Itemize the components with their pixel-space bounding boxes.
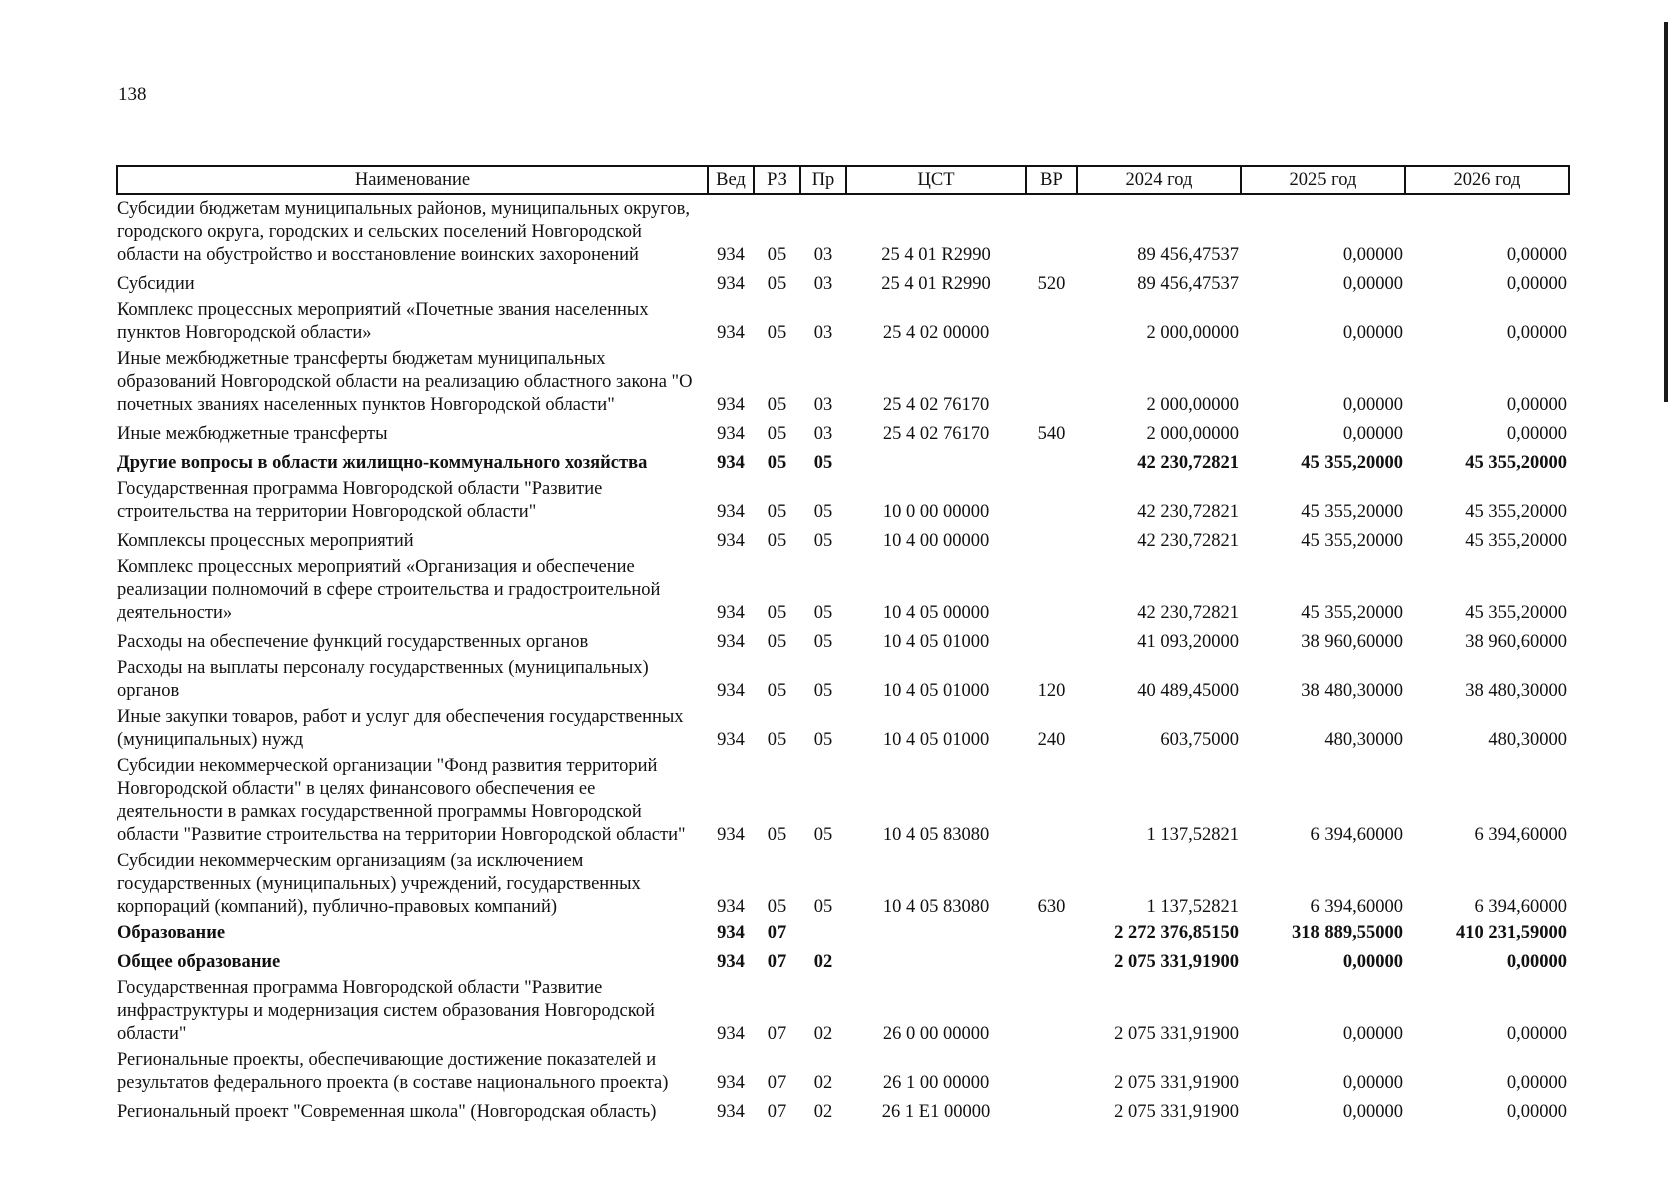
row-cst: 10 4 00 00000 <box>882 531 990 551</box>
row-2024: 42 230,72821 <box>1137 502 1239 522</box>
row-rz: 05 <box>767 632 787 652</box>
row-2025: 6 394,60000 <box>1310 825 1403 845</box>
row-ved: 934 <box>717 730 745 750</box>
row-name: Другие вопросы в области жилищно-коммунального хозяйства <box>117 453 648 473</box>
row-rz: 07 <box>767 923 787 943</box>
row-2024: 2 000,00000 <box>1146 395 1239 415</box>
row-vr <box>1026 553 1077 625</box>
header-pr: Пр <box>800 166 846 194</box>
row-name: Иные закупки товаров, работ и услуг для обеспечения государственных (муниципальных) нужд <box>117 707 684 750</box>
row-ved: 934 <box>717 323 745 343</box>
row-2026: 0,00000 <box>1506 395 1567 415</box>
row-2024: 42 230,72821 <box>1137 531 1239 551</box>
table-row <box>117 847 1569 919</box>
row-cst <box>846 446 1026 475</box>
row-ved: 934 <box>717 395 745 415</box>
row-rz: 05 <box>767 531 787 551</box>
row-2025: 38 960,60000 <box>1301 632 1403 652</box>
row-cst: 25 4 02 76170 <box>882 424 990 444</box>
row-vr <box>1026 752 1077 847</box>
row-2025: 6 394,60000 <box>1310 897 1403 917</box>
row-rz: 05 <box>767 274 787 294</box>
row-rz: 05 <box>767 897 787 917</box>
row-rz: 05 <box>767 825 787 845</box>
row-vr <box>1026 945 1077 974</box>
row-vr: 630 <box>1037 897 1066 917</box>
row-2024: 2 272 376,85150 <box>1114 923 1239 943</box>
row-2024: 89 456,47537 <box>1137 245 1239 265</box>
row-pr: 02 <box>813 1073 833 1093</box>
row-pr: 03 <box>813 274 833 294</box>
row-cst: 10 4 05 83080 <box>882 897 990 917</box>
row-name: Государственная программа Новгородской области "Развитие инфраструктуры и модернизация систем образования Новгородской области" <box>117 978 655 1044</box>
row-vr <box>1026 524 1077 553</box>
row-pr: 02 <box>813 1024 833 1044</box>
row-pr: 05 <box>813 453 833 473</box>
header-row <box>117 166 1569 194</box>
row-name: Образование <box>117 923 226 943</box>
row-2025: 38 480,30000 <box>1301 681 1403 701</box>
header-rz: РЗ <box>754 166 800 194</box>
row-vr <box>1026 194 1077 267</box>
table-row <box>117 553 1569 625</box>
row-rz: 05 <box>767 395 787 415</box>
row-ved: 934 <box>717 502 745 522</box>
row-cst: 10 4 05 01000 <box>882 681 990 701</box>
row-vr <box>1026 625 1077 654</box>
row-rz: 05 <box>767 681 787 701</box>
row-vr <box>1026 919 1077 945</box>
row-vr <box>1026 296 1077 345</box>
row-cst: 10 4 05 01000 <box>882 632 990 652</box>
row-2025: 0,00000 <box>1342 1024 1403 1044</box>
row-ved: 934 <box>717 825 745 845</box>
table-row <box>117 1046 1569 1095</box>
row-rz: 07 <box>767 952 787 972</box>
table-row <box>117 703 1569 752</box>
row-name: Региональный проект "Современная школа" (Новгородская область) <box>117 1102 657 1122</box>
row-name: Субсидии бюджетам муниципальных районов, муниципальных округов, городского округа, городских и сельских поселений Новгородской области на обустройство и восстановление воинских захоронений <box>117 199 690 265</box>
row-cst: 26 1 E1 00000 <box>881 1102 991 1122</box>
row-rz: 05 <box>767 245 787 265</box>
row-2024: 1 137,52821 <box>1146 825 1239 845</box>
row-vr: 520 <box>1037 274 1066 294</box>
row-rz: 05 <box>767 730 787 750</box>
row-pr: 03 <box>813 424 833 444</box>
table-row <box>117 417 1569 446</box>
header-vr: ВР <box>1026 166 1077 194</box>
row-ved: 934 <box>717 424 745 444</box>
row-pr: 05 <box>813 603 833 623</box>
row-2025: 45 355,20000 <box>1301 453 1403 473</box>
row-rz: 05 <box>767 424 787 444</box>
row-ved: 934 <box>717 603 745 623</box>
row-rz: 05 <box>767 323 787 343</box>
row-2024: 2 000,00000 <box>1146 424 1239 444</box>
header-cst: ЦСТ <box>846 166 1026 194</box>
row-2026: 6 394,60000 <box>1474 825 1567 845</box>
row-vr: 540 <box>1037 424 1066 444</box>
row-cst <box>846 945 1026 974</box>
table-row <box>117 752 1569 847</box>
row-2026: 410 231,59000 <box>1456 923 1567 943</box>
table-row <box>117 446 1569 475</box>
row-ved: 934 <box>717 632 745 652</box>
row-cst: 10 4 05 00000 <box>882 603 990 623</box>
row-2024: 2 075 331,91900 <box>1114 1024 1239 1044</box>
row-2026: 0,00000 <box>1506 424 1567 444</box>
row-2025: 0,00000 <box>1342 395 1403 415</box>
header-2026: 2026 год <box>1405 166 1569 194</box>
row-2026: 0,00000 <box>1506 1024 1567 1044</box>
row-rz: 07 <box>767 1024 787 1044</box>
row-ved: 934 <box>717 1102 745 1122</box>
table-row <box>117 475 1569 524</box>
row-2024: 2 075 331,91900 <box>1114 1102 1239 1122</box>
row-2025: 0,00000 <box>1342 1073 1403 1093</box>
row-2024: 1 137,52821 <box>1146 897 1239 917</box>
row-2026: 0,00000 <box>1506 323 1567 343</box>
row-cst: 26 0 00 00000 <box>882 1024 990 1044</box>
row-name: Государственная программа Новгородской области "Развитие строительства на территории Новгородской области" <box>117 479 603 522</box>
row-cst <box>846 919 1026 945</box>
row-pr: 02 <box>813 1102 833 1122</box>
table-row <box>117 267 1569 296</box>
row-cst: 25 4 01 R2990 <box>881 274 991 294</box>
row-rz: 05 <box>767 502 787 522</box>
row-vr: 240 <box>1037 730 1066 750</box>
row-2024: 2 075 331,91900 <box>1114 952 1239 972</box>
row-2024: 2 000,00000 <box>1146 323 1239 343</box>
table-row <box>117 974 1569 1046</box>
row-name: Региональные проекты, обеспечивающие достижение показателей и результатов федерального проекта (в составе национального проекта) <box>117 1050 669 1093</box>
table-row <box>117 919 1569 945</box>
row-2025: 318 889,55000 <box>1292 923 1403 943</box>
row-2025: 0,00000 <box>1342 424 1403 444</box>
row-ved: 934 <box>717 952 745 972</box>
row-cst: 10 0 00 00000 <box>882 502 990 522</box>
row-2026: 480,30000 <box>1488 730 1567 750</box>
row-2025: 0,00000 <box>1342 1102 1403 1122</box>
row-2024: 41 093,20000 <box>1137 632 1239 652</box>
row-ved: 934 <box>717 274 745 294</box>
row-rz: 05 <box>767 603 787 623</box>
row-2025: 0,00000 <box>1342 274 1403 294</box>
row-2026: 45 355,20000 <box>1465 603 1567 623</box>
row-vr <box>1026 475 1077 524</box>
row-vr <box>1026 1095 1077 1124</box>
row-ved: 934 <box>717 245 745 265</box>
row-2026: 0,00000 <box>1506 952 1567 972</box>
page-number: 138 <box>118 84 147 105</box>
row-pr: 05 <box>813 502 833 522</box>
row-rz: 05 <box>767 453 787 473</box>
row-pr: 05 <box>813 730 833 750</box>
row-pr: 05 <box>813 531 833 551</box>
row-vr <box>1026 446 1077 475</box>
table-header <box>117 166 1569 194</box>
budget-table <box>116 165 1570 1124</box>
row-2025: 45 355,20000 <box>1301 502 1403 522</box>
row-cst: 25 4 01 R2990 <box>881 245 991 265</box>
row-rz: 07 <box>767 1073 787 1093</box>
row-ved: 934 <box>717 923 745 943</box>
table-row <box>117 345 1569 417</box>
row-name: Расходы на обеспечение функций государственных органов <box>117 632 589 652</box>
row-ved: 934 <box>717 453 745 473</box>
row-name: Комплекс процессных мероприятий «Почетные звания населенных пунктов Новгородской области» <box>117 300 649 343</box>
scan-edge-bar <box>1664 22 1668 402</box>
row-2026: 6 394,60000 <box>1474 897 1567 917</box>
row-name: Иные межбюджетные трансферты <box>117 424 388 444</box>
row-2026: 45 355,20000 <box>1465 531 1567 551</box>
row-cst: 10 4 05 83080 <box>882 825 990 845</box>
row-2024: 603,75000 <box>1160 730 1239 750</box>
row-name: Комплексы процессных мероприятий <box>117 531 414 551</box>
table-row <box>117 945 1569 974</box>
row-cst: 10 4 05 01000 <box>882 730 990 750</box>
table-row <box>117 194 1569 267</box>
row-name: Субсидии некоммерческим организациям (за исключением государственных (муниципальных) учреждений, государственных корпораций (компаний), публично-правовых компаний) <box>117 851 641 917</box>
row-name: Расходы на выплаты персоналу государственных (муниципальных) органов <box>117 658 649 701</box>
row-name: Субсидии <box>117 274 195 294</box>
row-2024: 89 456,47537 <box>1137 274 1239 294</box>
row-pr: 05 <box>813 681 833 701</box>
row-vr: 120 <box>1037 681 1066 701</box>
row-2026: 0,00000 <box>1506 245 1567 265</box>
header-ved: Вед <box>708 166 754 194</box>
row-cst: 25 4 02 76170 <box>882 395 990 415</box>
row-2025: 0,00000 <box>1342 952 1403 972</box>
row-ved: 934 <box>717 531 745 551</box>
row-2026: 38 960,60000 <box>1465 632 1567 652</box>
row-ved: 934 <box>717 897 745 917</box>
table-row <box>117 625 1569 654</box>
row-name: Иные межбюджетные трансферты бюджетам муниципальных образований Новгородской области на реализацию областного закона "О почетных званиях населенных пунктов Новгородской области" <box>117 349 693 415</box>
row-2026: 45 355,20000 <box>1465 453 1567 473</box>
row-2026: 0,00000 <box>1506 1073 1567 1093</box>
row-2026: 45 355,20000 <box>1465 502 1567 522</box>
row-pr: 05 <box>813 632 833 652</box>
row-pr: 02 <box>813 952 833 972</box>
row-2025: 45 355,20000 <box>1301 603 1403 623</box>
row-2026: 38 480,30000 <box>1465 681 1567 701</box>
row-2024: 42 230,72821 <box>1137 453 1239 473</box>
row-2025: 0,00000 <box>1342 245 1403 265</box>
row-2024: 40 489,45000 <box>1137 681 1239 701</box>
row-ved: 934 <box>717 1073 745 1093</box>
row-cst: 26 1 00 00000 <box>882 1073 990 1093</box>
row-pr: 03 <box>813 395 833 415</box>
row-2026: 0,00000 <box>1506 1102 1567 1122</box>
row-2025: 480,30000 <box>1324 730 1403 750</box>
header-name: Наименование <box>117 166 708 194</box>
table-body <box>117 194 1569 1124</box>
row-rz: 07 <box>767 1102 787 1122</box>
row-ved: 934 <box>717 681 745 701</box>
table-row <box>117 654 1569 703</box>
row-name: Общее образование <box>117 952 281 972</box>
row-pr: 05 <box>813 825 833 845</box>
row-name: Субсидии некоммерческой организации "Фонд развития территорий Новгородской области" в целях финансового обеспечения ее деятельности в рамках государственной программы Новгородской области "Развитие строительства на территории Новгородской области" <box>117 756 686 845</box>
row-cst: 25 4 02 00000 <box>882 323 990 343</box>
row-2024: 42 230,72821 <box>1137 603 1239 623</box>
row-vr <box>1026 974 1077 1046</box>
row-pr: 03 <box>813 245 833 265</box>
row-vr <box>1026 1046 1077 1095</box>
header-2025: 2025 год <box>1241 166 1405 194</box>
row-pr <box>800 919 846 945</box>
header-2024: 2024 год <box>1077 166 1241 194</box>
row-2025: 0,00000 <box>1342 323 1403 343</box>
row-name: Комплекс процессных мероприятий «Организация и обеспечение реализации полномочий в сфере строительства и градостроительной деятельности» <box>117 557 661 623</box>
row-ved: 934 <box>717 1024 745 1044</box>
row-vr <box>1026 345 1077 417</box>
table-row <box>117 1095 1569 1124</box>
row-pr: 05 <box>813 897 833 917</box>
row-2025: 45 355,20000 <box>1301 531 1403 551</box>
table-row <box>117 524 1569 553</box>
row-2026: 0,00000 <box>1506 274 1567 294</box>
table-row <box>117 296 1569 345</box>
row-pr: 03 <box>813 323 833 343</box>
row-2024: 2 075 331,91900 <box>1114 1073 1239 1093</box>
